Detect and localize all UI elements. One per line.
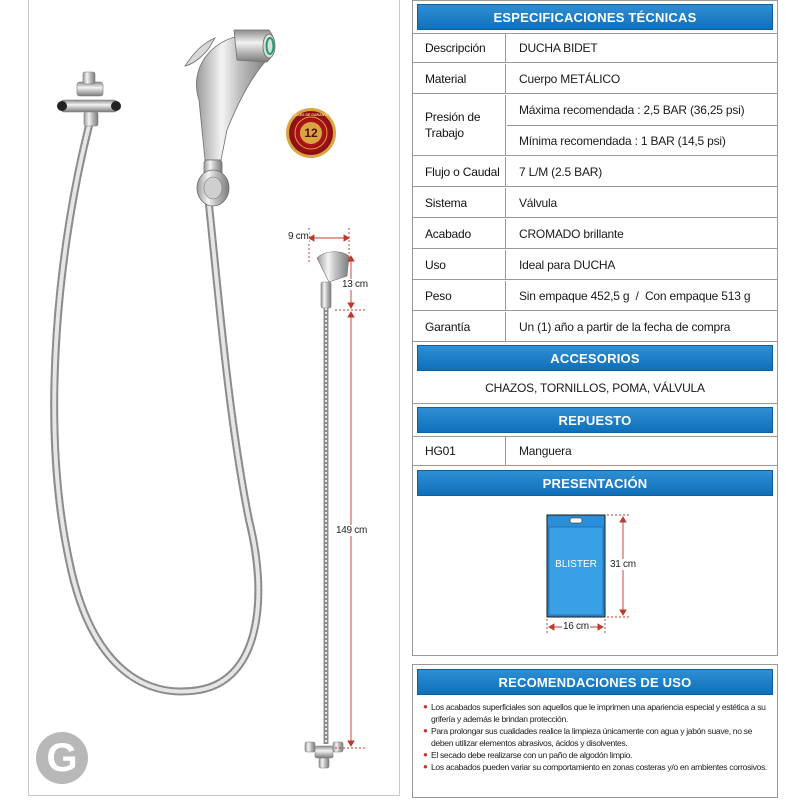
spec-row-material [413,64,777,94]
list-item: ● Los acabados superficiales son aquellos que le imprimen una apariencia especial y estética a su grifería y además le brindan protección. [423,702,766,724]
brand-logo: G [36,732,88,784]
hose-length-dimension-label: 149 cm [336,525,367,536]
spec-label: Acabado [413,219,506,248]
spec-value: 7 L/M (2.5 BAR) [519,164,603,179]
spec-value: DUCHA BIDET [519,41,598,55]
spec-value: Cuerpo METÁLICO [519,71,621,86]
head-height-dimension-label: 13 cm [342,279,368,290]
blister-width-label: 16 cm [563,621,589,632]
warranty-seal-text: MESES DE GARANTÍA [292,113,330,117]
blister-drawing [413,501,777,651]
spec-row-description [413,33,777,63]
spec-label: Sistema [413,188,506,217]
accessories-value: CHAZOS, TORNILLOS, POMA, VÁLVULA [485,381,705,395]
warranty-seal-number: 12 [304,126,318,140]
hose [54,118,258,691]
spec-label: Presión de Trabajo [413,95,506,155]
spec-label: Garantía [413,312,506,341]
width-dimension-label: 9 cm [288,231,309,242]
recommendations-panel [412,664,778,798]
spare-code: HG01 [413,437,506,465]
spec-row-pressure [413,95,777,156]
spec-value-max-pressure: Máxima recomendada : 2,5 BAR (36,25 psi) [519,103,745,117]
spare-title: REPUESTO [417,407,773,433]
blister-height-label: 31 cm [610,559,636,570]
spec-row-use [413,250,777,280]
product-panel [28,0,400,796]
blister-label: BLISTER [555,559,597,570]
spec-row-weight [413,281,777,311]
spec-row-system [413,188,777,218]
spec-value: Un (1) año a partir de la fecha de compra [519,319,731,334]
spec-row-flow [413,157,777,187]
spec-label: Uso [413,250,506,279]
spec-value: Ideal para DUCHA [519,257,616,272]
product-illustration [29,0,400,796]
spec-label: Flujo o Caudal [413,157,506,186]
recommendations-title: RECOMENDACIONES DE USO [417,669,773,695]
spec-value-min-pressure: Mínima recomendada : 1 BAR (14,5 psi) [519,134,726,148]
spec-value: Sin empaque 452,5 g / Con empaque 513 g [519,288,751,303]
wall-hook-icon [197,170,229,206]
list-item: ● Para prolongar sus cualidades realice la limpieza únicamente con agua y jabón suave, no se deben utilizar elementos abrasivos, ácidos y disolventes. [423,726,753,748]
specs-title: ESPECIFICACIONES TÉCNICAS [417,4,773,30]
hose-connector-icon [305,742,343,768]
spec-value: CROMADO brillante [519,226,624,241]
bidet-shower-head-icon [185,30,275,190]
list-item: ● Los acabados pueden variar su comportamiento en zonas costeras y/o en ambientes corrosivos. [423,762,767,772]
spec-label: Peso [413,281,506,310]
valve-icon [57,72,121,126]
presentation-title: PRESENTACIÓN [417,470,773,496]
accessories-title: ACCESORIOS [417,345,773,371]
spec-label: Descripción [413,34,506,62]
spec-row-warranty [413,312,777,342]
recommendations-list [423,701,771,773]
specifications-panel [412,0,778,656]
list-item: ● El secado debe realizarse con un paño de algodón limpio. [423,750,633,760]
spec-label: Material [413,64,506,93]
spec-row-finish [413,219,777,249]
dimension-drawing [309,228,367,748]
spare-value: Manguera [519,444,572,458]
spec-value: Válvula [519,195,557,210]
spare-row [413,436,777,466]
